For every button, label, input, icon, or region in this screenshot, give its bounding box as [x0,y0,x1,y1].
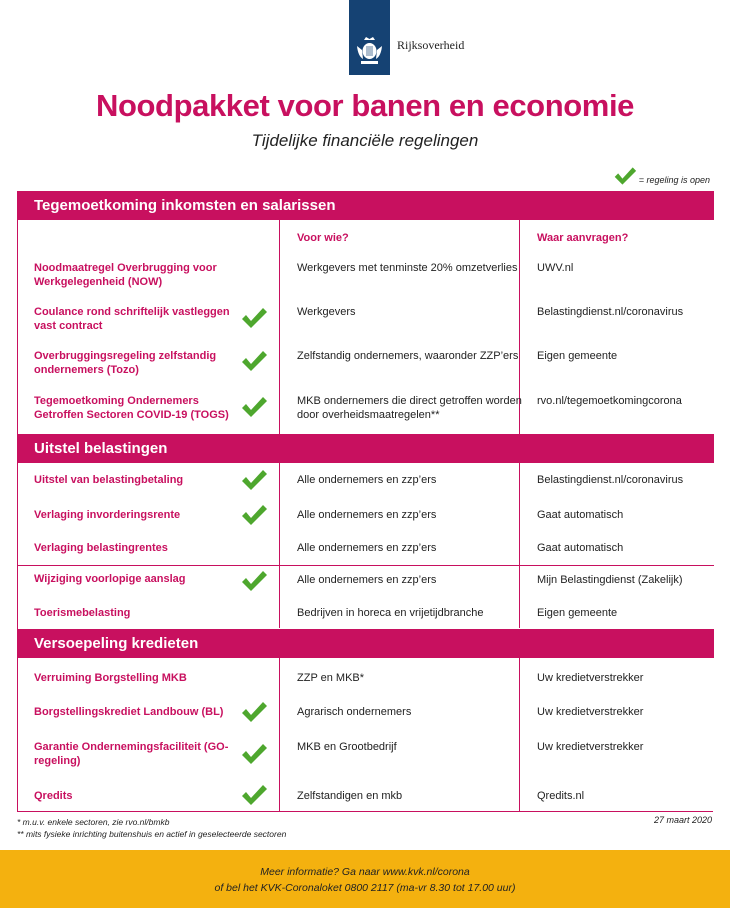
section-header-belastingen: Uitstel belastingen [18,434,714,463]
legend [613,165,710,187]
regelingen-table [17,191,713,812]
checkmark-icon [240,742,268,766]
regeling-name: Garantie Ondernemingsfaciliteit (GO-regeling) [34,741,229,767]
regeling-who: MKB ondernemers die direct getroffen worden door overheidsmaatregelen** [297,395,522,421]
section-header-kredieten: Versoepeling kredieten [18,629,714,658]
page-subtitle: Tijdelijke financiële regelingen [251,131,479,150]
footer-contact-line: of bel het KVK-Coronaloket 0800 2117 (ma-vr 8.30 tot 17.00 uur) [214,882,516,894]
regeling-name: Toerismebelasting [34,607,131,619]
footnote: ** mits fysieke inrichting buitenshuis en actief in geselecteerde sectoren [17,829,287,839]
regeling-where: Gaat automatisch [537,509,624,521]
regeling-where: Qredits.nl [537,790,585,802]
regeling-who: Werkgevers [297,306,356,318]
section-header-inkomsten: Tegemoetkoming inkomsten en salarissen [18,191,714,220]
column-header-who: Voor wie? [297,232,349,244]
regeling-who: Alle ondernemers en zzp’ers [297,474,437,486]
footer-banner [0,850,730,908]
regeling-where: Uw kredietverstrekker [537,741,644,753]
checkmark-icon [240,783,268,807]
checkmark-icon [613,165,637,187]
row-divider [18,565,714,566]
regeling-name: Overbruggingsregeling zelfstandig ondernemers (Tozo) [34,350,217,376]
regeling-name: Verlaging invorderingsrente [34,509,181,521]
regeling-name: Coulance rond schriftelijk vastleggen vast contract [34,306,230,332]
regeling-who: Bedrijven in horeca en vrijetijdbranche [297,607,484,619]
regeling-name: Verruiming Borgstelling MKB [34,672,187,684]
regeling-who: MKB en Grootbedrijf [297,741,397,753]
checkmark-icon [240,395,268,419]
regeling-who: ZZP en MKB* [297,672,365,684]
regeling-who: Alle ondernemers en zzp’ers [297,542,437,554]
regeling-who: Agrarisch ondernemers [297,706,412,718]
regeling-where: UWV.nl [537,262,574,274]
regeling-name: Wijziging voorlopige aanslag [34,573,186,585]
checkmark-icon [240,468,268,492]
regeling-name: Borgstellingskrediet Landbouw (BL) [34,706,224,718]
regeling-where: Mijn Belastingdienst (Zakelijk) [537,574,683,586]
footnote: * m.u.v. enkele sectoren, zie rvo.nl/bmkb [17,817,170,827]
checkmark-icon [240,700,268,724]
legend-text: = regeling is open [638,175,710,185]
regeling-who: Zelfstandig ondernemers, waaronder ZZP’ers [297,350,519,362]
regeling-who: Werkgevers met tenminste 20% omzetverlies [297,262,518,274]
logo-text: Rijksoverheid [397,38,465,52]
regeling-who: Alle ondernemers en zzp’ers [297,509,437,521]
regeling-where: Uw kredietverstrekker [537,672,644,684]
checkmark-icon [240,503,268,527]
column-divider [279,463,280,628]
regeling-where: Eigen gemeente [537,607,618,619]
regeling-where: Gaat automatisch [537,542,624,554]
regeling-where: rvo.nl/tegemoetkomingcorona [537,395,682,407]
checkmark-icon [240,306,268,330]
regeling-where: Eigen gemeente [537,350,618,362]
rijksoverheid-logo-bar [349,0,390,75]
regeling-name: Verlaging belastingrentes [34,542,168,554]
column-header-where: Waar aanvragen? [537,232,629,244]
regeling-where: Uw kredietverstrekker [537,706,644,718]
checkmark-icon [240,569,268,593]
publication-date: 27 maart 2020 [653,815,712,825]
regeling-where: Belastingdienst.nl/coronavirus [537,474,684,486]
footer-info-line: Meer informatie? Ga naar www.kvk.nl/corona [260,866,470,878]
column-divider [279,220,280,434]
crest-icon [355,36,384,66]
regeling-who: Zelfstandigen en mkb [297,790,403,802]
regeling-name: Noodmaatregel Overbrugging voor Werkgelegenheid (NOW) [34,262,217,288]
page-title: Noodpakket voor banen en economie [95,88,635,123]
regeling-where: Belastingdienst.nl/coronavirus [537,306,684,318]
regeling-name: Tegemoetkoming Ondernemers Getroffen Sectoren COVID-19 (TOGS) [34,395,229,421]
column-divider [279,657,280,811]
regeling-name: Uitstel van belastingbetaling [34,474,184,486]
checkmark-icon [240,349,268,373]
regeling-who: Alle ondernemers en zzp’ers [297,574,437,586]
regeling-name: Qredits [34,790,73,802]
